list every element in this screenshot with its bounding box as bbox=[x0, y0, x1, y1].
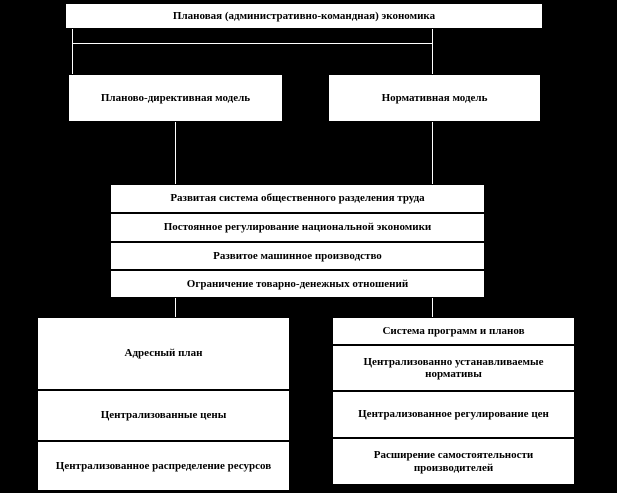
right-column-item-4-label: Расширение самостоятельности производителей bbox=[373, 449, 534, 474]
left-column-item-1 bbox=[37, 317, 290, 390]
right-column-item-4 bbox=[332, 438, 575, 485]
right-column-item-1 bbox=[332, 317, 575, 345]
left-column-item-2-label: Централизованные цены bbox=[100, 409, 227, 422]
model-box-right-label: Нормативная модель bbox=[381, 91, 488, 104]
left-column-item-3-label: Централизованное распределение ресурсов bbox=[55, 459, 272, 472]
middle-row-1 bbox=[110, 184, 485, 213]
middle-row-3 bbox=[110, 242, 485, 270]
middle-row-1-label: Развитая система общественного разделения труда bbox=[170, 192, 425, 205]
left-column-item-3 bbox=[37, 441, 290, 491]
middle-row-2-label: Постоянное регулирование национальной экономики bbox=[163, 221, 432, 234]
left-column-item-2 bbox=[37, 390, 290, 441]
title-box bbox=[65, 3, 543, 29]
connector-title-down-right bbox=[432, 28, 433, 43]
middle-row-4 bbox=[110, 270, 485, 298]
connector-title-horizontal bbox=[72, 43, 433, 44]
connector-title-down bbox=[72, 28, 73, 43]
right-column-item-2-label: Централизованно устанавливаемые нормативы bbox=[363, 355, 544, 380]
model-box-right bbox=[328, 74, 541, 122]
connector-left-model-down bbox=[72, 43, 73, 75]
model-box-left-label: Планово-директивная модель bbox=[100, 91, 251, 104]
middle-row-3-label: Развитое машинное производство bbox=[213, 249, 382, 262]
model-box-left bbox=[68, 74, 283, 122]
left-column-item-1-label: Адресный план bbox=[124, 347, 203, 360]
connector-right-model-to-mid bbox=[432, 121, 433, 185]
right-column-item-3-label: Централизованное регулирование цен bbox=[358, 408, 549, 421]
title-box-label: Плановая (административно-командная) экономика bbox=[172, 9, 436, 22]
connector-mid-to-left-col bbox=[175, 297, 176, 317]
connector-mid-to-right-col bbox=[432, 297, 433, 317]
middle-row-2 bbox=[110, 213, 485, 242]
middle-row-4-label: Ограничение товарно-денежных отношений bbox=[186, 277, 409, 290]
connector-right-model-down bbox=[432, 43, 433, 75]
right-column-item-1-label: Система программ и планов bbox=[382, 324, 525, 337]
right-column-item-2 bbox=[332, 345, 575, 391]
right-column-item-3 bbox=[332, 391, 575, 438]
connector-left-model-to-mid bbox=[175, 121, 176, 185]
